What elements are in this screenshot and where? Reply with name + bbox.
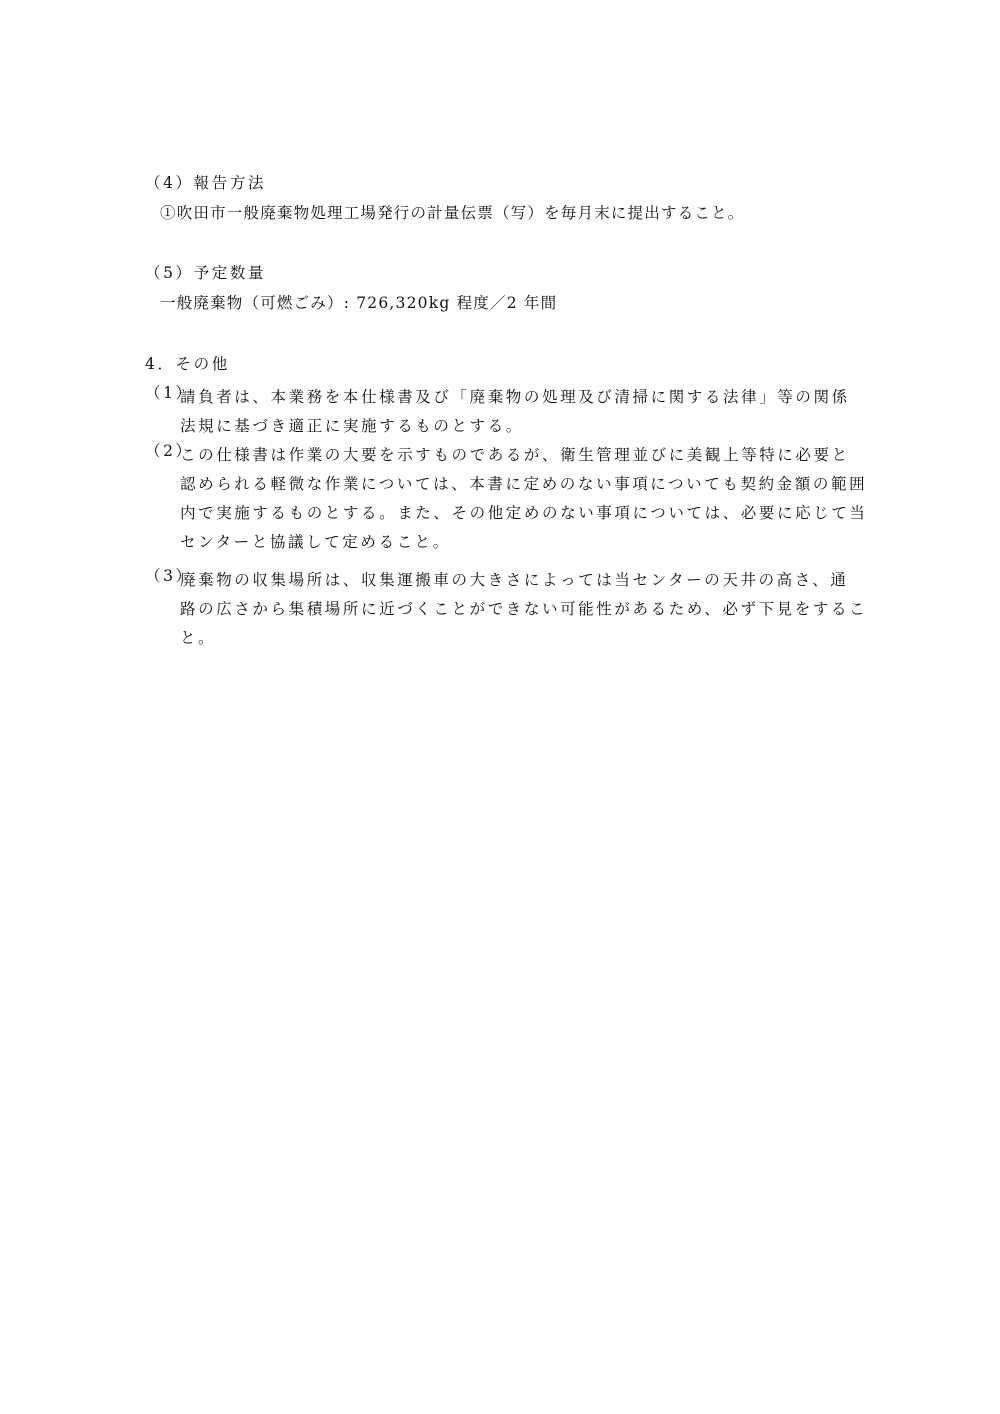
item-line: 廃棄物の収集場所は、収集運搬車の大きさによっては当センターの天井の高さ、通: [180, 571, 849, 589]
report-method-item: ①吹田市一般廃棄物処理工場発行の計量伝票（写）を毎月末に提出すること。: [160, 204, 745, 222]
other-section-heading: 4．その他: [145, 355, 230, 373]
item-line: 認められる軽微な作業については、本書に定めのない事項についても契約金額の範囲: [180, 475, 868, 493]
item-body: [180, 383, 865, 441]
item-number: （1）: [145, 384, 194, 402]
item-line: 内で実施するものとする。また、その他定めのない事項については、必要に応じて当: [180, 504, 868, 522]
item-number: （3）: [145, 567, 194, 585]
item-line: と。: [180, 629, 217, 647]
item-body: [180, 441, 868, 557]
item-line: センターと協議して定めること。: [180, 533, 451, 551]
item-line: 法規に基づき適正に実施するものとする。: [180, 417, 524, 435]
item-number: （2）: [145, 442, 194, 460]
quantity-item: 一般廃棄物（可燃ごみ）: 726,320kg 程度／2 年間: [160, 294, 558, 312]
item-line: 請負者は、本業務を本仕様書及び「廃棄物の処理及び清掃に関する法律」等の関係: [180, 388, 850, 406]
section-4-report-heading: （4）報告方法: [145, 174, 267, 192]
item-line: 路の広さから集積場所に近づくことができない可能性があるため、必ず下見をするこ: [180, 600, 868, 618]
item-line: この仕様書は作業の大要を示すものであるが、衛生管理並びに美観上等特に必要と: [180, 446, 850, 464]
item-body: [180, 566, 868, 653]
section-5-quantity-heading: （5）予定数量: [145, 264, 267, 282]
